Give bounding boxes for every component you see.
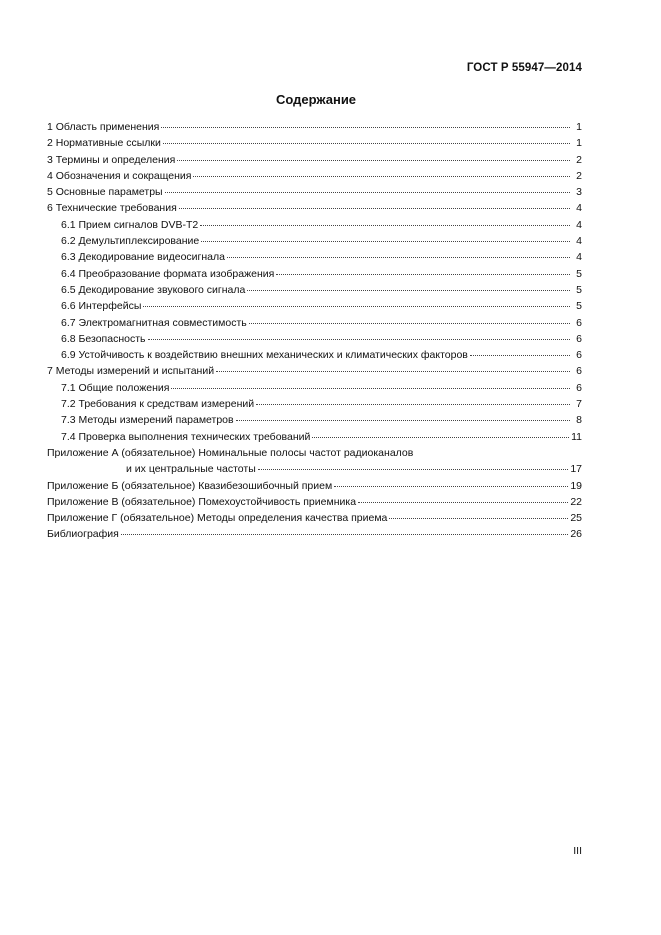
- toc-entry-page: 8: [576, 414, 582, 427]
- toc-entry-label: 7 Методы измерений и испытаний: [47, 365, 215, 378]
- toc-entry[interactable]: [47, 184, 582, 200]
- toc-subentry[interactable]: [47, 412, 582, 428]
- toc-subentry[interactable]: [47, 233, 582, 249]
- dot-leader: [358, 502, 568, 503]
- dot-leader: [276, 274, 570, 275]
- toc-entry[interactable]: [47, 168, 582, 184]
- toc-entry-page: 26: [570, 528, 582, 541]
- toc-entry[interactable]: [47, 478, 582, 494]
- toc-subentry[interactable]: [47, 217, 582, 233]
- toc-entry-label: 6.5 Декодирование звукового сигнала: [61, 283, 246, 296]
- toc-entry-page: 6: [576, 316, 582, 329]
- toc-entry-label: Приложение Б (обязательное) Квазибезошибочный прием: [47, 479, 333, 492]
- dot-leader: [161, 127, 570, 128]
- toc-entry-label: 4 Обозначения и сокращения: [47, 169, 192, 182]
- toc-entry[interactable]: [47, 526, 582, 542]
- toc-subentry[interactable]: [47, 315, 582, 331]
- toc-entry-label: Библиография: [47, 528, 119, 541]
- toc-entry-page: 1: [576, 121, 582, 133]
- dot-leader: [236, 420, 570, 421]
- toc-entry-page: 6: [576, 332, 582, 345]
- dot-leader: [334, 486, 568, 487]
- dot-leader: [193, 176, 570, 177]
- toc-entry-page: 25: [570, 512, 582, 525]
- toc-entry-label: 7.2 Требования к средствам измерений: [61, 398, 255, 411]
- dot-leader: [171, 388, 570, 389]
- toc-entry-label: 7.3 Методы измерений параметров: [61, 414, 234, 427]
- toc-title: Содержание: [275, 92, 357, 107]
- toc-entry-page: 11: [571, 430, 582, 443]
- toc-entry-page: 5: [576, 283, 582, 296]
- toc-subentry[interactable]: [47, 331, 582, 347]
- toc-entry-page: 6: [576, 365, 582, 378]
- toc-entry-page: 1: [576, 137, 582, 150]
- toc-entry-page: 17: [570, 463, 582, 476]
- dot-leader: [249, 323, 570, 324]
- toc-entry-label: 6.6 Интерфейсы: [61, 300, 142, 313]
- toc-entry-label: 6.8 Безопасность: [61, 332, 146, 345]
- dot-leader: [143, 306, 570, 307]
- toc-entry-label: 6.2 Демультиплексирование: [61, 235, 200, 248]
- toc-entry-page: 4: [576, 235, 582, 248]
- toc-entry-page: 4: [576, 251, 582, 264]
- toc-entry-label: Приложение А (обязательное) Номинальные полосы частот радиоканалов: [47, 446, 414, 459]
- dot-leader: [200, 225, 570, 226]
- toc-entry-label: Приложение Г (обязательное) Методы определения качества приема: [47, 512, 388, 525]
- toc-entry-label: 3 Термины и определения: [47, 153, 176, 166]
- toc-entry-page: 5: [576, 300, 582, 313]
- toc-entry-annex-a[interactable]: [47, 445, 582, 478]
- dot-leader: [201, 241, 570, 242]
- dot-leader: [163, 143, 570, 144]
- toc-entry-label: Приложение В (обязательное) Помехоустойчивость приемника: [47, 495, 357, 508]
- toc-entry[interactable]: [47, 363, 582, 379]
- toc-entry-page: 4: [576, 218, 582, 231]
- dot-leader: [148, 339, 571, 340]
- toc-entry-label: 2 Нормативные ссылки: [47, 137, 161, 150]
- toc-subentry[interactable]: [47, 380, 582, 396]
- dot-leader: [165, 192, 570, 193]
- toc-entry[interactable]: [47, 510, 582, 526]
- dot-leader: [227, 257, 570, 258]
- toc-entry-label: 6.7 Электромагнитная совместимость: [61, 316, 247, 329]
- toc-entry-label: 6.4 Преобразование формата изображения: [61, 267, 275, 280]
- toc-entry-page: 7: [576, 398, 582, 411]
- toc-entry[interactable]: [47, 200, 582, 216]
- dot-leader: [121, 534, 568, 535]
- toc-entry-page: 5: [576, 267, 582, 280]
- toc-entry-page: 2: [576, 169, 582, 182]
- toc-entry-label: 6.3 Декодирование видеосигнала: [61, 251, 225, 264]
- toc-entry-page: 2: [576, 153, 582, 166]
- toc-entry[interactable]: [47, 135, 582, 151]
- toc-entry[interactable]: [47, 494, 582, 510]
- toc-subentry[interactable]: [47, 429, 582, 445]
- toc-entry-label: 6.1 Прием сигналов DVB-T2: [61, 218, 199, 231]
- table-of-contents: [47, 119, 582, 543]
- toc-subentry[interactable]: [47, 298, 582, 314]
- dot-leader: [216, 371, 570, 372]
- toc-subentry[interactable]: [47, 396, 582, 412]
- toc-entry-label: 7.4 Проверка выполнения технических требований: [61, 430, 311, 443]
- dot-leader: [389, 518, 568, 519]
- toc-entry[interactable]: [47, 119, 582, 135]
- toc-entry-label-continuation: и их центральные частоты: [126, 463, 256, 476]
- document-code: ГОСТ Р 55947—2014: [466, 62, 582, 74]
- toc-subentry[interactable]: [47, 347, 582, 363]
- toc-entry-label: 6.9 Устойчивость к воздействию внешних механических и климатических факторов: [61, 349, 468, 362]
- toc-entry-page: 19: [570, 479, 582, 492]
- toc-entry-page: 4: [576, 202, 582, 215]
- toc-subentry[interactable]: [47, 249, 582, 265]
- toc-entry-page: 6: [576, 381, 582, 394]
- toc-entry-label: 1 Область применения: [47, 121, 160, 133]
- dot-leader: [470, 355, 570, 356]
- toc-entry-page: 6: [576, 349, 582, 362]
- toc-entry-label: 7.1 Общие положения: [61, 381, 170, 394]
- toc-entry-page: 22: [570, 495, 582, 508]
- toc-entry[interactable]: [47, 152, 582, 168]
- toc-entry-label: 6 Технические требования: [47, 202, 177, 215]
- dot-leader: [312, 437, 569, 438]
- toc-entry-page: 3: [576, 186, 582, 199]
- dot-leader: [256, 404, 570, 405]
- toc-subentry[interactable]: [47, 266, 582, 282]
- page-number: III: [573, 845, 582, 857]
- toc-entry-label: 5 Основные параметры: [47, 186, 163, 199]
- dot-leader: [179, 208, 570, 209]
- dot-leader: [258, 469, 569, 470]
- dot-leader: [177, 160, 570, 161]
- toc-subentry[interactable]: [47, 282, 582, 298]
- dot-leader: [247, 290, 570, 291]
